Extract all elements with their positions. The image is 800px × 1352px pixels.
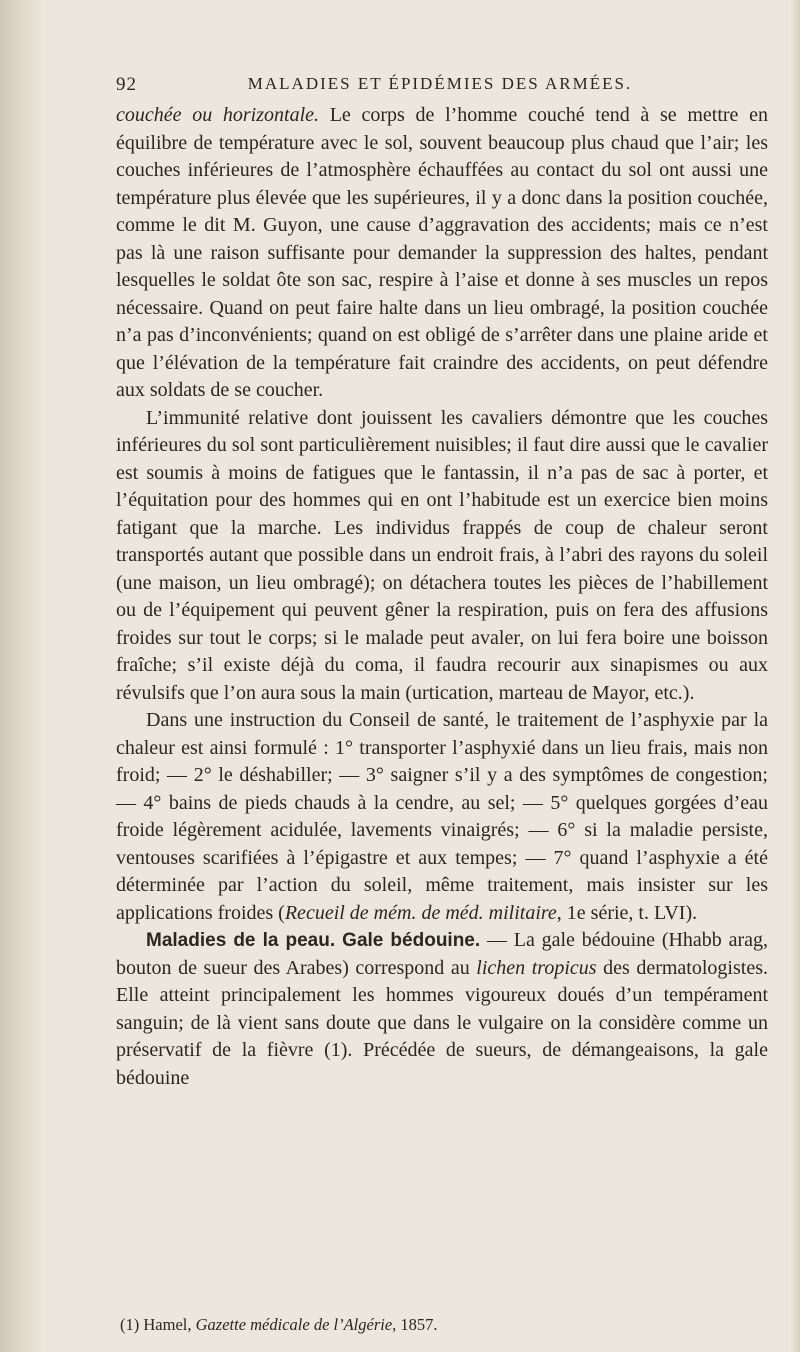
text-run: , 1e série, t. LVI). <box>556 901 698 924</box>
text-run: lichen tropicus <box>476 956 597 979</box>
page-number: 92 <box>116 74 137 95</box>
text-run: des dermatologistes. Elle atteint principalement les hommes vigoureux doués d’un tempérament sanguin; de là vient sans doute que dans le vulgaire on la considère comme un préservatif de la fièvre (1). Précédée de sueurs, de démangeaisons, la gale bédouine <box>116 956 768 1089</box>
running-header <box>116 74 764 100</box>
footnote-source: Gazette médicale de l’Algérie <box>195 1315 393 1334</box>
footnote-rest: , 1857. <box>392 1315 438 1334</box>
text-run: Le corps de l’homme couché tend à se mettre en équilibre de température avec le sol, souvent beaucoup plus chaud que l’air; les couches inférieures de l’atmosphère échauffées au contact du sol ont aussi une température plus élevée que les supérieures, il y a donc dans la position couchée, comme le dit M. Guyon, une cause d’aggravation des accidents; mais ce n’est pas là une raison suffisante pour demander la suppression des haltes, pendant lesquelles le soldat ôte son sac, respire à l’aise et donne à ses muscles un repos nécessaire. Quand on peut faire halte dans un lieu ombragé, la position couchée n’a pas d’inconvénients; quand on est obligé de s’arrêter dans une plaine aride et que l’élévation de la température fait craindre des accidents, on peut défendre aux soldats de se coucher. <box>116 104 769 401</box>
page-edge <box>790 0 800 1352</box>
body-text <box>116 102 768 1092</box>
text-run: Recueil de mém. de méd. militaire <box>284 901 557 924</box>
paragraph-3 <box>116 707 768 927</box>
binding-shadow <box>0 0 44 1352</box>
text-run: Dans une instruction du Conseil de santé, le traitement de l’asphyxie par la chaleur est ainsi formulé : 1° transporter l’asphyxié dans un lieu frais, mais non froid; — 2° le déshabiller; — 3° saigner s’il y a des symptômes de congestion; — 4° bains de pieds chauds à la cendre, au sel; — 5° quelques gorgées d’eau froide légèrement acidulée, lavements vinaigrés; — 6° si la maladie persiste, ventouses scarifiées à l’épigastre et aux tempes; — 7° quand l’asphyxie a été déterminée par l’action du soleil, même traitement, mais insister sur les applications froides ( <box>116 709 768 924</box>
text-run: — La gale bédouine (Hhabb arag, bouton de sueur des Arabes) correspond au <box>116 929 768 979</box>
text-run: Maladies de la peau. Gale bédouine. <box>146 930 481 951</box>
running-title: MALADIES ET ÉPIDÉMIES DES ARMÉES. <box>247 74 633 93</box>
text-run: L’immunité relative dont jouissent les cavaliers démontre que les couches inférieures du sol sont particulièrement nuisibles; il faut dire aussi que le cavalier est soumis à moins de fatigues que le fantassin, il n’a pas de sac à porter, et l’équitation pour des hommes qui en ont l’habitude est un exercice bien moins fatigant que la marche. Les individus frappés de coup de chaleur seront transportés autant que possible dans un endroit frais, à l’abri des rayons du soleil (une maison, un lieu ombragé); on détachera toutes les pièces de l’habillement ou de l’équipement qui peuvent gêner la respiration, puis on fera des affusions froides sur tout le corps; si le malade peut avaler, on lui fera boire une boisson fraîche; s’il existe déjà du coma, il faudra recourir aux sinapismes ou aux révulsifs que l’on aura sous la main (urtication, marteau de Mayor, etc.). <box>116 406 768 704</box>
paragraph-2 <box>116 405 768 708</box>
footnote-author: Hamel, <box>139 1315 196 1334</box>
footnote-marker: (1) <box>120 1315 140 1334</box>
paragraph-4 <box>116 927 768 1092</box>
footnote <box>120 1314 760 1336</box>
text-run: couchée ou horizontale. <box>116 104 320 126</box>
paragraph-1 <box>116 102 768 405</box>
